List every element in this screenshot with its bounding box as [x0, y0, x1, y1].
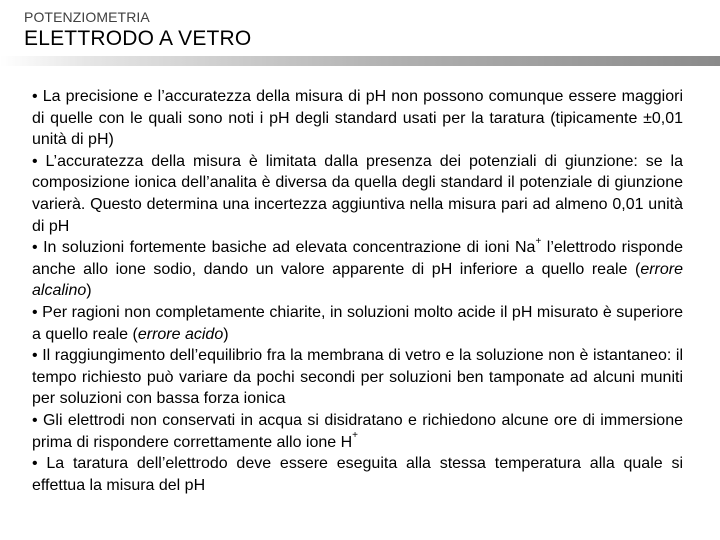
bullet-junction-potential: • L’accuratezza della misura è limitata dalla presenza dei potenziali di giunzione: se la composizione ionica dell’analita è diversa da quella degli standard il potenziale di giunzione varierà. Questo determina una incertezza aggiuntiva nella misura pari ad almeno 0,01 unità di pH — [32, 152, 683, 235]
section-label: POTENZIOMETRIA — [24, 9, 150, 25]
emphasis-alkaline-error: errore alcalino — [32, 260, 683, 300]
bullet-calibration-temperature: • La taratura dell’elettrodo deve essere eseguita alla stessa temperatura alla quale si effettua la misura del pH — [32, 455, 683, 494]
header-divider — [0, 56, 720, 66]
bullet-precision: • La precisione e l’accuratezza della misura di pH non possono comunque essere maggiori di quelle con le quali sono noti i pH degli standard usati per la taratura (tipicamente ±0,01 unità di pH) — [32, 88, 683, 149]
superscript-plus: + — [535, 235, 542, 247]
bullet-equilibrium: • Il raggiungimento dell’equilibrio fra la membrana di vetro e la soluzione non è istantaneo: il tempo richiesto può variare da pochi secondi per soluzioni ben tamponate ad alcuni muniti per soluzioni con bassa forza ionica — [32, 347, 683, 408]
bullet-dehydration: • Gli elettrodi non conservati in acqua si disidratano e richiedono alcune ore di immersione prima di rispondere correttamente allo ione H+ — [32, 411, 683, 451]
emphasis-acid-error: errore acido — [137, 325, 224, 343]
page-title: ELETTRODO A VETRO — [24, 27, 252, 50]
bullet-list — [32, 86, 683, 496]
bullet-alkaline-error: • In soluzioni fortemente basiche ad elevata concentrazione di ioni Na+ l’elettrodo risponde anche allo ione sodio, dando un valore apparente di pH inferiore a quello reale (errore alcalino) — [32, 235, 684, 300]
superscript-plus: + — [352, 430, 358, 442]
bullet-acid-error: • Per ragioni non completamente chiarite, in soluzioni molto acide il pH misurato è superiore a quello reale (errore acido) — [32, 303, 683, 343]
